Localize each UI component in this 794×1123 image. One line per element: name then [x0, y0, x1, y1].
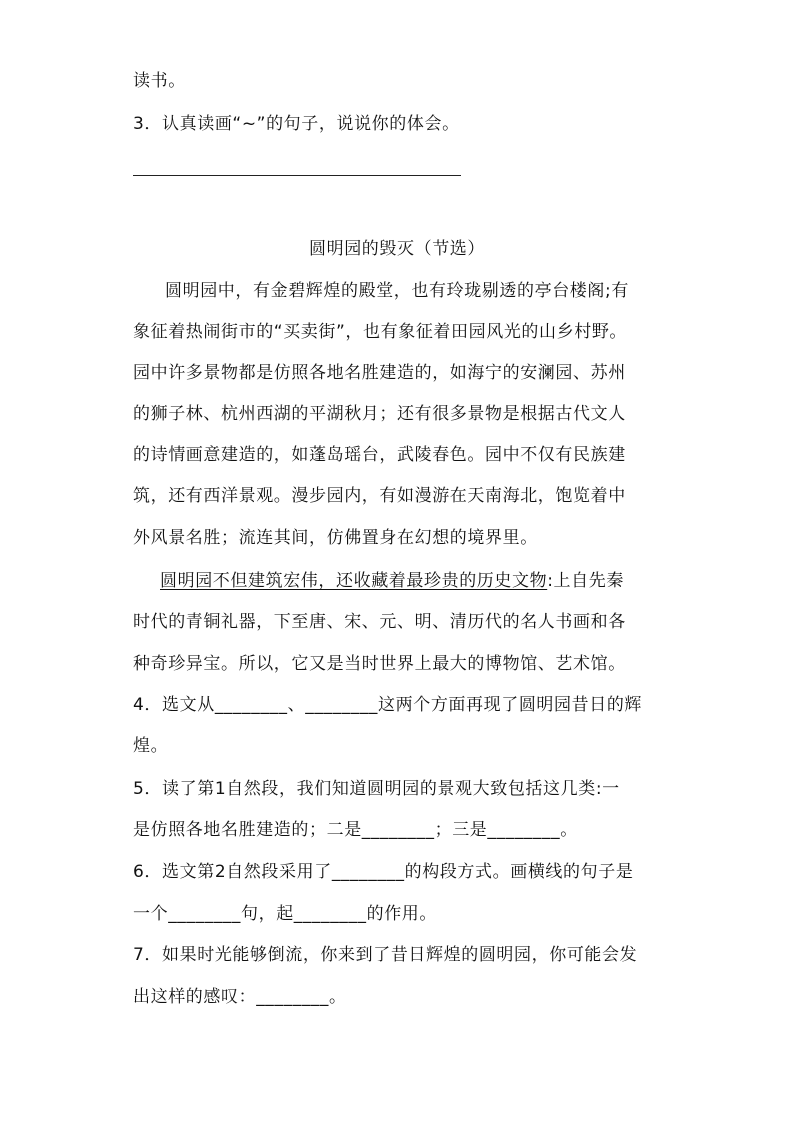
para1-line-7: 外风景名胜；流连其间，仿佛置身在幻想的境界里。	[133, 528, 538, 548]
para1-line-1: 圆明园中，有金碧辉煌的殿堂，也有玲珑剔透的亭台楼阁;有	[165, 281, 629, 301]
prior-text-fragment: 读书。	[133, 71, 186, 91]
para1-line-2: 象征着热闹街市的“买卖街”，也有象征着田园风光的山乡村野。	[133, 322, 628, 342]
passage-title: 圆明园的毁灭（节选）	[309, 239, 485, 259]
para2-line-1-rest: :上自先秦	[547, 571, 624, 591]
para2-line-3: 种奇珍异宝。所以，它又是当时世界上最大的博物馆、艺术馆。	[133, 654, 626, 674]
question-6-line-1: 6．选文第2自然段采用了________的构段方式。画横线的句子是	[133, 862, 634, 882]
para2-line-1	[160, 569, 624, 593]
underlined-sentence: 圆明园不但建筑宏伟，还收藏着最珍贵的历史文物	[160, 571, 548, 591]
question-4-line-1: 4．选文从________、________这两个方面再现了圆明园昔日的辉	[133, 695, 643, 715]
question-4-line-2: 煌。	[133, 736, 169, 756]
question-5-line-2: 是仿照各地名胜建造的；二是________；三是________。	[133, 820, 578, 840]
para1-line-5: 的诗情画意建造的，如蓬岛瑶台，武陵春色。园中不仅有民族建	[133, 445, 626, 465]
question-6-line-2: 一个________句，起________的作用。	[133, 904, 437, 924]
question-3: 3．认真读画“~”的句子，说说你的体会。	[133, 114, 460, 134]
para1-line-4: 的狮子林、杭州西湖的平湖秋月；还有很多景物是根据古代文人	[133, 404, 626, 424]
para1-line-6: 筑，还有西洋景观。漫步园内，有如漫游在天南海北，饱览着中	[133, 486, 626, 506]
para2-line-2: 时代的青铜礼器，下至唐、宋、元、明、清历代的名人书画和各	[133, 612, 626, 632]
question-7-line-2: 出这样的感叹：________。	[133, 987, 347, 1007]
para1-line-3: 园中许多景物都是仿照各地名胜建造的，如海宁的安澜园、苏州	[133, 363, 626, 383]
question-5-line-1: 5．读了第1自然段，我们知道圆明园的景观大致包括这几类:一	[133, 779, 620, 799]
answer-line-3[interactable]	[133, 175, 461, 176]
question-7-line-1: 7．如果时光能够倒流，你来到了昔日辉煌的圆明园，你可能会发	[133, 945, 638, 965]
